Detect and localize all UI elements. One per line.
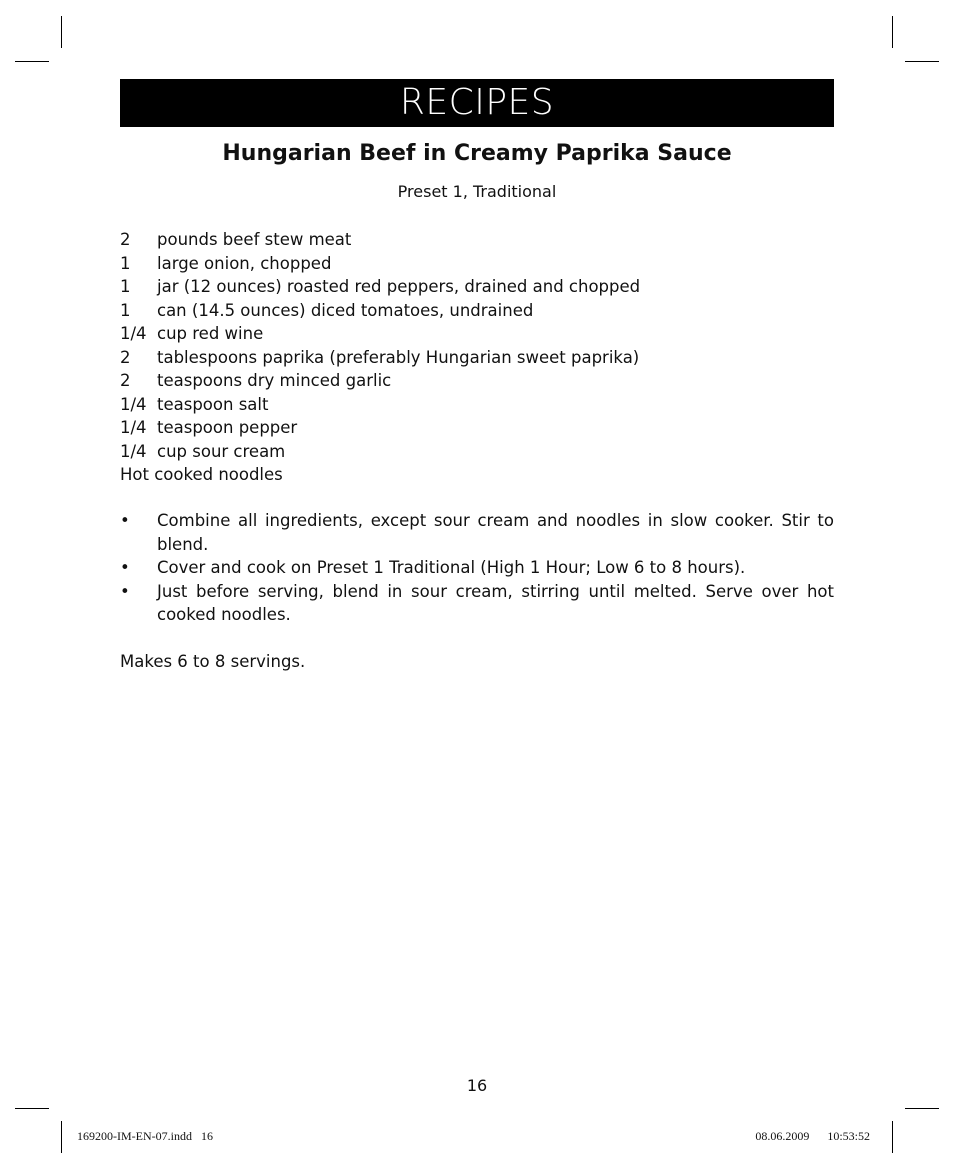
ingredient-qty: 1: [120, 277, 131, 296]
ingredient-desc: Hot cooked noodles: [120, 465, 283, 484]
crop-mark: [892, 1121, 893, 1153]
ingredient-desc: large onion, chopped: [157, 253, 332, 273]
ingredient-qty: 1/4: [120, 394, 147, 414]
ingredient-desc: can (14.5 ounces) diced tomatoes, undrained: [157, 300, 534, 320]
crop-mark: [61, 1121, 62, 1153]
ingredient-list: [120, 228, 834, 487]
ingredient-desc: teaspoon pepper: [157, 418, 298, 437]
ingredient-desc: cup red wine: [157, 324, 264, 343]
instruction-step: [120, 509, 834, 556]
ingredient-qty: 1/4: [120, 418, 147, 437]
ingredient-desc: pounds beef stew meat: [157, 230, 352, 249]
instruction-step: [120, 580, 834, 627]
print-timestamp: 08.06.2009 10:53:52: [755, 1129, 870, 1143]
ingredient-row: [120, 416, 834, 440]
crop-mark: [61, 16, 62, 48]
crop-mark: [15, 61, 49, 62]
ingredient-row: [120, 369, 834, 393]
bullet-icon: •: [120, 558, 130, 577]
crop-mark: [892, 16, 893, 48]
ingredient-desc: teaspoon salt: [157, 394, 269, 414]
ingredient-row: [120, 346, 834, 370]
ingredient-desc: teaspoons dry minced garlic: [157, 371, 392, 390]
instruction-text: Combine all ingredients, except sour cream and noodles in slow cooker. Stir to blend.: [157, 511, 834, 554]
ingredient-row: [120, 322, 834, 346]
recipe-preset: Preset 1, Traditional: [397, 182, 557, 201]
page-number: 16: [466, 1076, 488, 1095]
crop-mark: [905, 1108, 939, 1109]
recipe-yield: Makes 6 to 8 servings.: [120, 652, 306, 671]
ingredient-qty: 2: [120, 371, 131, 390]
ingredient-desc: jar (12 ounces) roasted red peppers, drained and chopped: [157, 277, 641, 296]
ingredient-row: [120, 393, 834, 417]
ingredient-qty: 1/4: [120, 441, 147, 461]
ingredient-row: [120, 275, 834, 299]
instruction-text: Just before serving, blend in sour cream, stirring until melted. Serve over hot cooked noodles.: [157, 581, 834, 624]
ingredient-row: [120, 463, 834, 487]
ingredient-qty: 2: [120, 347, 131, 367]
ingredient-desc: cup sour cream: [157, 441, 286, 461]
ingredient-row: [120, 299, 834, 323]
section-banner: RECIPES: [120, 79, 834, 127]
ingredient-qty: 1/4: [120, 324, 147, 343]
crop-mark: [905, 61, 939, 62]
ingredient-qty: 1: [120, 253, 131, 273]
ingredient-row: [120, 228, 834, 252]
bullet-icon: •: [120, 511, 130, 530]
ingredient-qty: 2: [120, 230, 131, 249]
crop-mark: [15, 1108, 49, 1109]
instruction-step: [120, 556, 834, 580]
ingredient-row: [120, 252, 834, 276]
ingredient-qty: 1: [120, 300, 131, 320]
recipe-title: Hungarian Beef in Creamy Paprika Sauce: [222, 141, 732, 166]
instruction-list: [120, 509, 834, 627]
file-slug: 169200-IM-EN-07.indd 16: [77, 1129, 213, 1143]
ingredient-desc: tablespoons paprika (preferably Hungarian sweet paprika): [157, 347, 640, 367]
instruction-text: Cover and cook on Preset 1 Traditional (High 1 Hour; Low 6 to 8 hours).: [157, 558, 746, 577]
ingredient-row: [120, 440, 834, 464]
bullet-icon: •: [120, 581, 130, 601]
